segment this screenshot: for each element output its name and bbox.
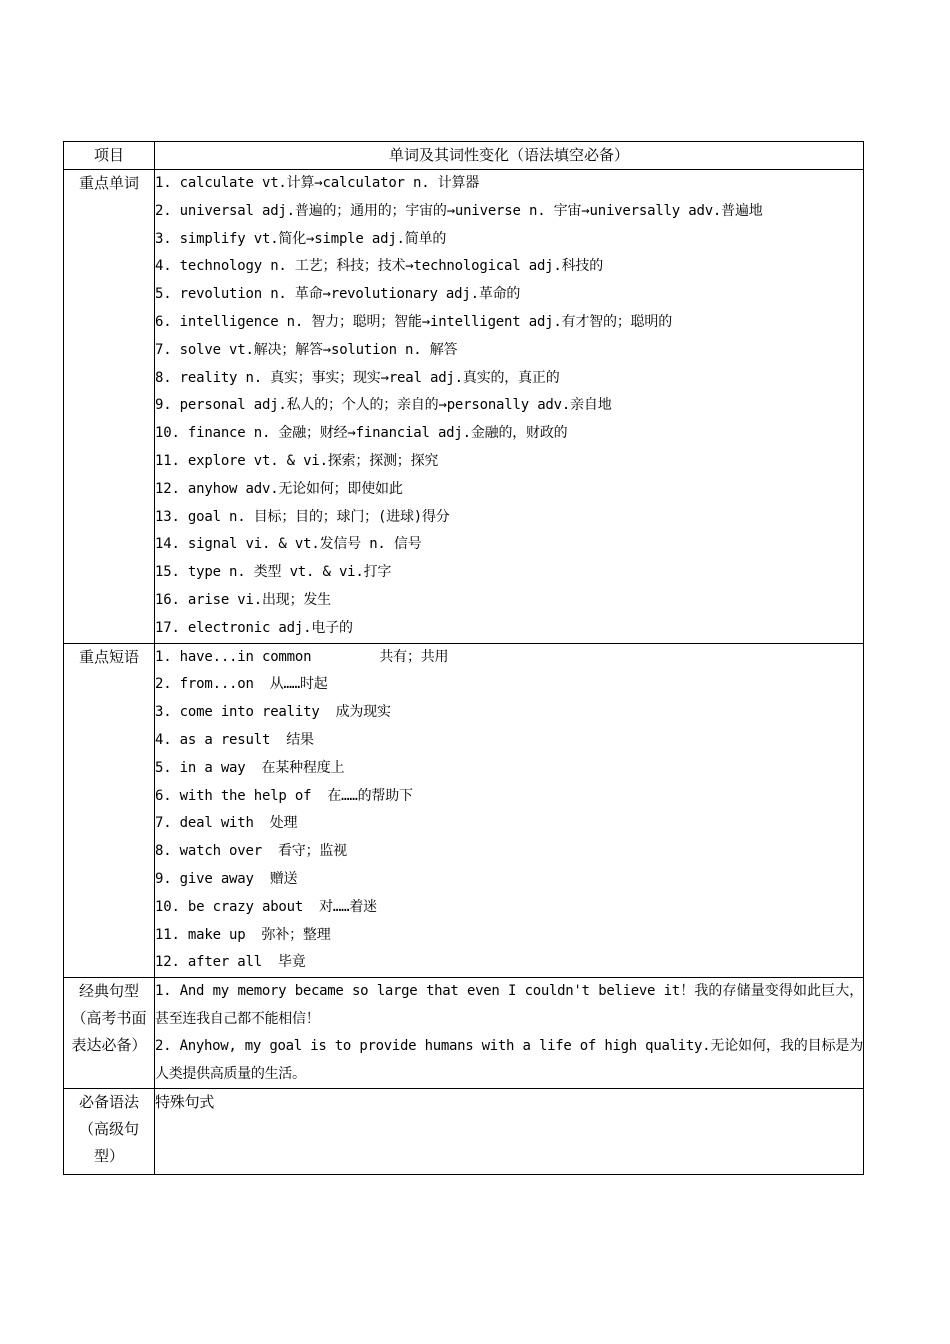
- sentences-label: 经典句型（高考书面表达必备）: [64, 978, 155, 1089]
- list-item: [155, 922, 863, 950]
- grammar-row: [64, 1089, 864, 1175]
- list-item: [155, 699, 863, 727]
- list-item: 2. universal adj.普遍的；通用的；宇宙的→universe n. 宇宙→universally adv.普遍地: [155, 202, 763, 219]
- header-item: 项目: [64, 142, 155, 170]
- phrases-list: [155, 643, 864, 978]
- list-item: 15. type n. 类型 vt. & vi.打字: [155, 564, 392, 581]
- phrase-zh: 看守；监视: [277, 843, 347, 860]
- list-item: 10. finance n. 金融；财经→financial adj.金融的，财政的: [155, 425, 568, 442]
- list-item: 4. technology n. 工艺；科技；技术→technological adj.科技的: [155, 258, 604, 275]
- list-item: 12. anyhow adv.无论如何；即使如此: [155, 480, 403, 497]
- sentences-row: [64, 978, 864, 1089]
- phrase-zh: 从……时起: [269, 676, 328, 693]
- phrase-zh: 处理: [269, 815, 298, 832]
- vocab-label: 重点单词: [64, 170, 155, 644]
- phrases-label: 重点短语: [64, 643, 155, 978]
- header-words: 单词及其词性变化（语法填空必备）: [155, 142, 864, 170]
- list-item: [155, 894, 863, 922]
- phrase-en: 3. come into reality: [155, 704, 320, 721]
- list-item: 13. goal n. 目标；目的；球门；(进球)得分: [155, 508, 450, 525]
- list-item: 7. solve vt.解决；解答→solution n. 解答: [155, 341, 458, 358]
- phrase-en: 1. have...in common: [155, 648, 312, 665]
- phrase-en: 6. with the help of: [155, 787, 312, 804]
- phrase-zh: 在某种程度上: [261, 759, 345, 776]
- phrase-en: 10. be crazy about: [155, 898, 304, 915]
- list-item: 16. arise vi.出现；发生: [155, 591, 331, 608]
- vocab-list: [155, 170, 864, 644]
- list-item: 8. reality n. 真实；事实；现实→real adj.真实的，真正的: [155, 369, 560, 386]
- vocabulary-table: [63, 141, 864, 1175]
- list-item: 2. Anyhow, my goal is to provide humans with a life of high quality.无论如何，我的目标是为人类提供高质量的生活。: [155, 1038, 863, 1082]
- list-item: [155, 810, 863, 838]
- phrase-zh: 成为现实: [335, 704, 391, 721]
- list-item: [155, 838, 863, 866]
- vocab-row: [64, 170, 864, 644]
- list-item: [155, 671, 863, 699]
- phrase-zh: 赠送: [269, 870, 298, 887]
- phrase-zh: 共有；共用: [379, 648, 449, 665]
- sentences-list: [155, 978, 864, 1089]
- list-item: [155, 727, 863, 755]
- phrase-en: 7. deal with: [155, 815, 254, 832]
- grammar-content: [155, 1089, 864, 1175]
- list-item: [155, 755, 863, 783]
- phrase-en: 2. from...on: [155, 676, 254, 693]
- phrases-row: [64, 643, 864, 978]
- phrase-zh: 弥补；整理: [261, 926, 331, 943]
- list-item: [155, 783, 863, 811]
- phrase-en: 4. as a result: [155, 731, 271, 748]
- phrase-zh: 结果: [286, 731, 314, 748]
- list-item: 5. revolution n. 革命→revolutionary adj.革命的: [155, 286, 521, 303]
- phrase-zh: 在……的帮助下: [327, 787, 413, 804]
- header-row: [64, 142, 864, 170]
- list-item: 14. signal vi. & vt.发信号 n. 信号: [155, 536, 422, 553]
- phrase-zh: 对……着迷: [319, 898, 377, 915]
- list-item: 17. electronic adj.电子的: [155, 619, 353, 636]
- phrase-en: 5. in a way: [155, 759, 246, 776]
- list-item: [155, 866, 863, 894]
- list-item: 1. And my memory became so large that even I couldn't believe it！我的存储量变得如此巨大，甚至连我自己都不能相信！: [155, 983, 863, 1027]
- phrase-en: 9. give away: [155, 870, 254, 887]
- grammar-label: 必备语法（高级句型）: [64, 1089, 155, 1175]
- phrase-zh: 毕竟: [277, 954, 306, 971]
- phrase-en: 8. watch over: [155, 843, 262, 860]
- phrase-en: 12. after all: [155, 954, 262, 971]
- list-item: 3. simplify vt.简化→simple adj.简单的: [155, 230, 447, 247]
- list-item: 9. personal adj.私人的；个人的；亲自的→personally adv.亲自地: [155, 397, 612, 414]
- list-item: 1. calculate vt.计算→calculator n. 计算器: [155, 175, 480, 191]
- list-item: 11. explore vt. & vi.探索；探测；探究: [155, 452, 439, 469]
- list-item: [155, 644, 863, 672]
- list-item: [155, 949, 863, 977]
- list-item: 6. intelligence n. 智力；聪明；智能→intelligent adj.有才智的；聪明的: [155, 313, 673, 330]
- phrase-en: 11. make up: [155, 926, 246, 943]
- grammar-text: 特殊句式: [155, 1093, 215, 1112]
